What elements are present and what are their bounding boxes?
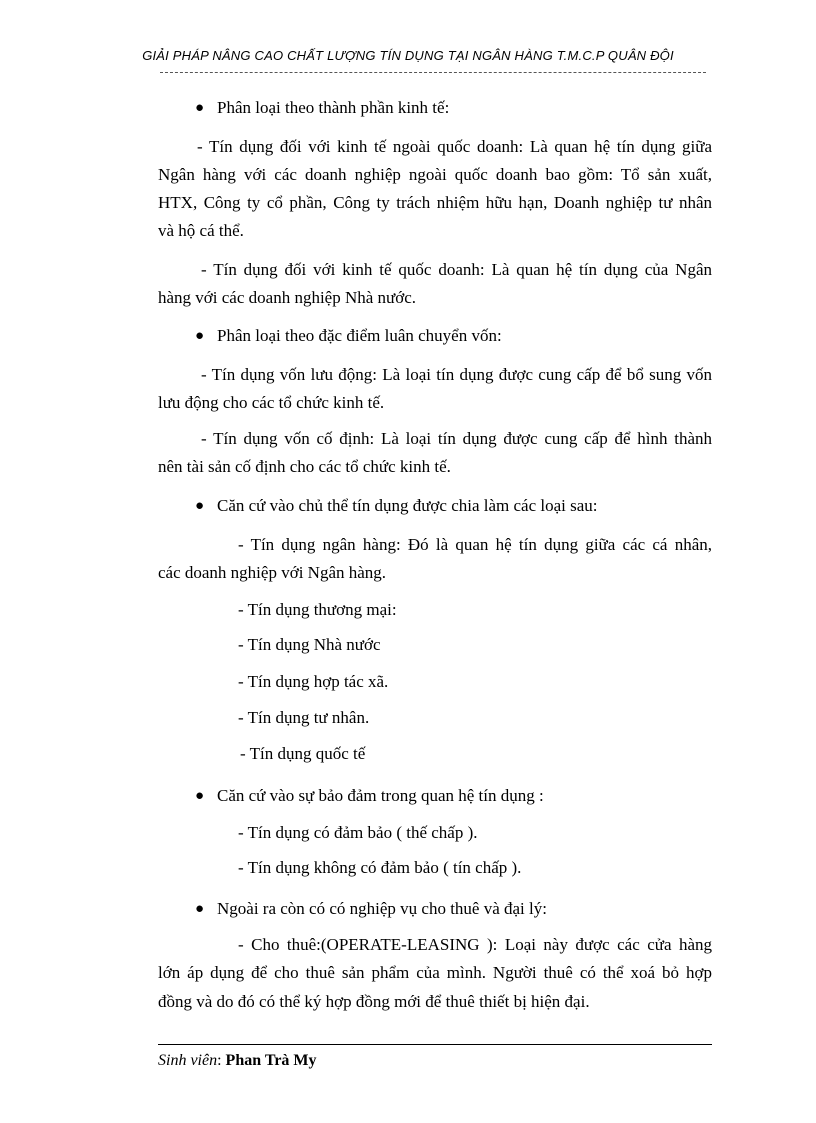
footer-label: Sinh viên <box>158 1052 218 1069</box>
footer <box>158 1052 317 1070</box>
paragraph-line: nên tài sản cố định cho các tổ chức kinh tế. <box>158 457 451 476</box>
list-item: - Tín dụng có đảm bảo ( thế chấp ). <box>238 823 478 842</box>
section-heading: Ngoài ra còn có có nghiệp vụ cho thuê và đại lý: <box>217 899 547 918</box>
header-dashed-rule <box>160 72 706 73</box>
paragraph-line: - Tín dụng vốn cố định: Là loại tín dụng được cung cấp để hình thành <box>201 429 712 448</box>
paragraph-line: - Cho thuê:(OPERATE-LEASING ): Loại này được các cửa hàng <box>238 935 712 954</box>
bullet-icon: ● <box>195 788 205 804</box>
section-heading: Phân loại theo đặc điểm luân chuyển vốn: <box>217 326 502 345</box>
list-item: - Tín dụng thương mại: <box>238 600 397 619</box>
paragraph-line: các doanh nghiệp với Ngân hàng. <box>158 563 387 582</box>
bullet-icon: ● <box>195 100 205 116</box>
paragraph-line: lớn áp dụng để cho thuê sản phẩm của mình. Người thuê có thể xoá bỏ hợp <box>158 963 712 982</box>
paragraph-line: lưu động cho các tổ chức kinh tế. <box>158 393 385 412</box>
list-item: - Tín dụng tư nhân. <box>238 708 370 727</box>
list-item: - Tín dụng hợp tác xã. <box>238 672 389 691</box>
paragraph-line: - Tín dụng vốn lưu động: Là loại tín dụng được cung cấp để bổ sung vốn <box>201 365 712 384</box>
list-item: - Tín dụng không có đảm bảo ( tín chấp ). <box>238 858 522 877</box>
footer-rule <box>158 1044 712 1045</box>
paragraph-line: và hộ cá thể. <box>158 221 244 240</box>
paragraph-line: hàng với các doanh nghiệp Nhà nước. <box>158 288 417 307</box>
student-name: Phan Trà My <box>225 1052 317 1069</box>
bullet-icon: ● <box>195 498 205 514</box>
section-heading: Phân loại theo thành phần kinh tế: <box>217 98 450 117</box>
bullet-icon: ● <box>195 901 205 917</box>
section-heading: Căn cứ vào chủ thể tín dụng được chia làm các loại sau: <box>217 496 598 515</box>
paragraph-line: - Tín dụng đối với kinh tế quốc doanh: Là quan hệ tín dụng của Ngân <box>201 260 712 279</box>
list-item: - Tín dụng quốc tế <box>240 744 366 763</box>
paragraph-line: đồng và do đó có thể ký hợp đồng mới để thuê thiết bị hiện đại. <box>158 992 590 1011</box>
section-heading: Căn cứ vào sự bảo đảm trong quan hệ tín dụng : <box>217 786 544 805</box>
paragraph-line: - Tín dụng ngân hàng: Đó là quan hệ tín dụng giữa các cá nhân, <box>238 535 712 554</box>
bullet-icon: ● <box>195 328 205 344</box>
paragraph-line: HTX, Công ty cổ phần, Công ty trách nhiệm hữu hạn, Doanh nghiệp tư nhân <box>158 193 712 212</box>
paragraph-line: Ngân hàng với các doanh nghiệp ngoài quốc doanh bao gồm: Tổ sản xuất, <box>158 165 712 184</box>
paragraph-line: - Tín dụng đối với kinh tế ngoài quốc doanh: Là quan hệ tín dụng giữa <box>197 137 712 156</box>
list-item: - Tín dụng Nhà nước <box>238 635 381 654</box>
footer-separator: : <box>217 1052 226 1069</box>
running-header: GIẢI PHÁP NÂNG CAO CHẤT LƯỢNG TÍN DỤNG TẠI NGÂN HÀNG T.M.C.P QUÂN ĐỘI <box>142 48 674 63</box>
